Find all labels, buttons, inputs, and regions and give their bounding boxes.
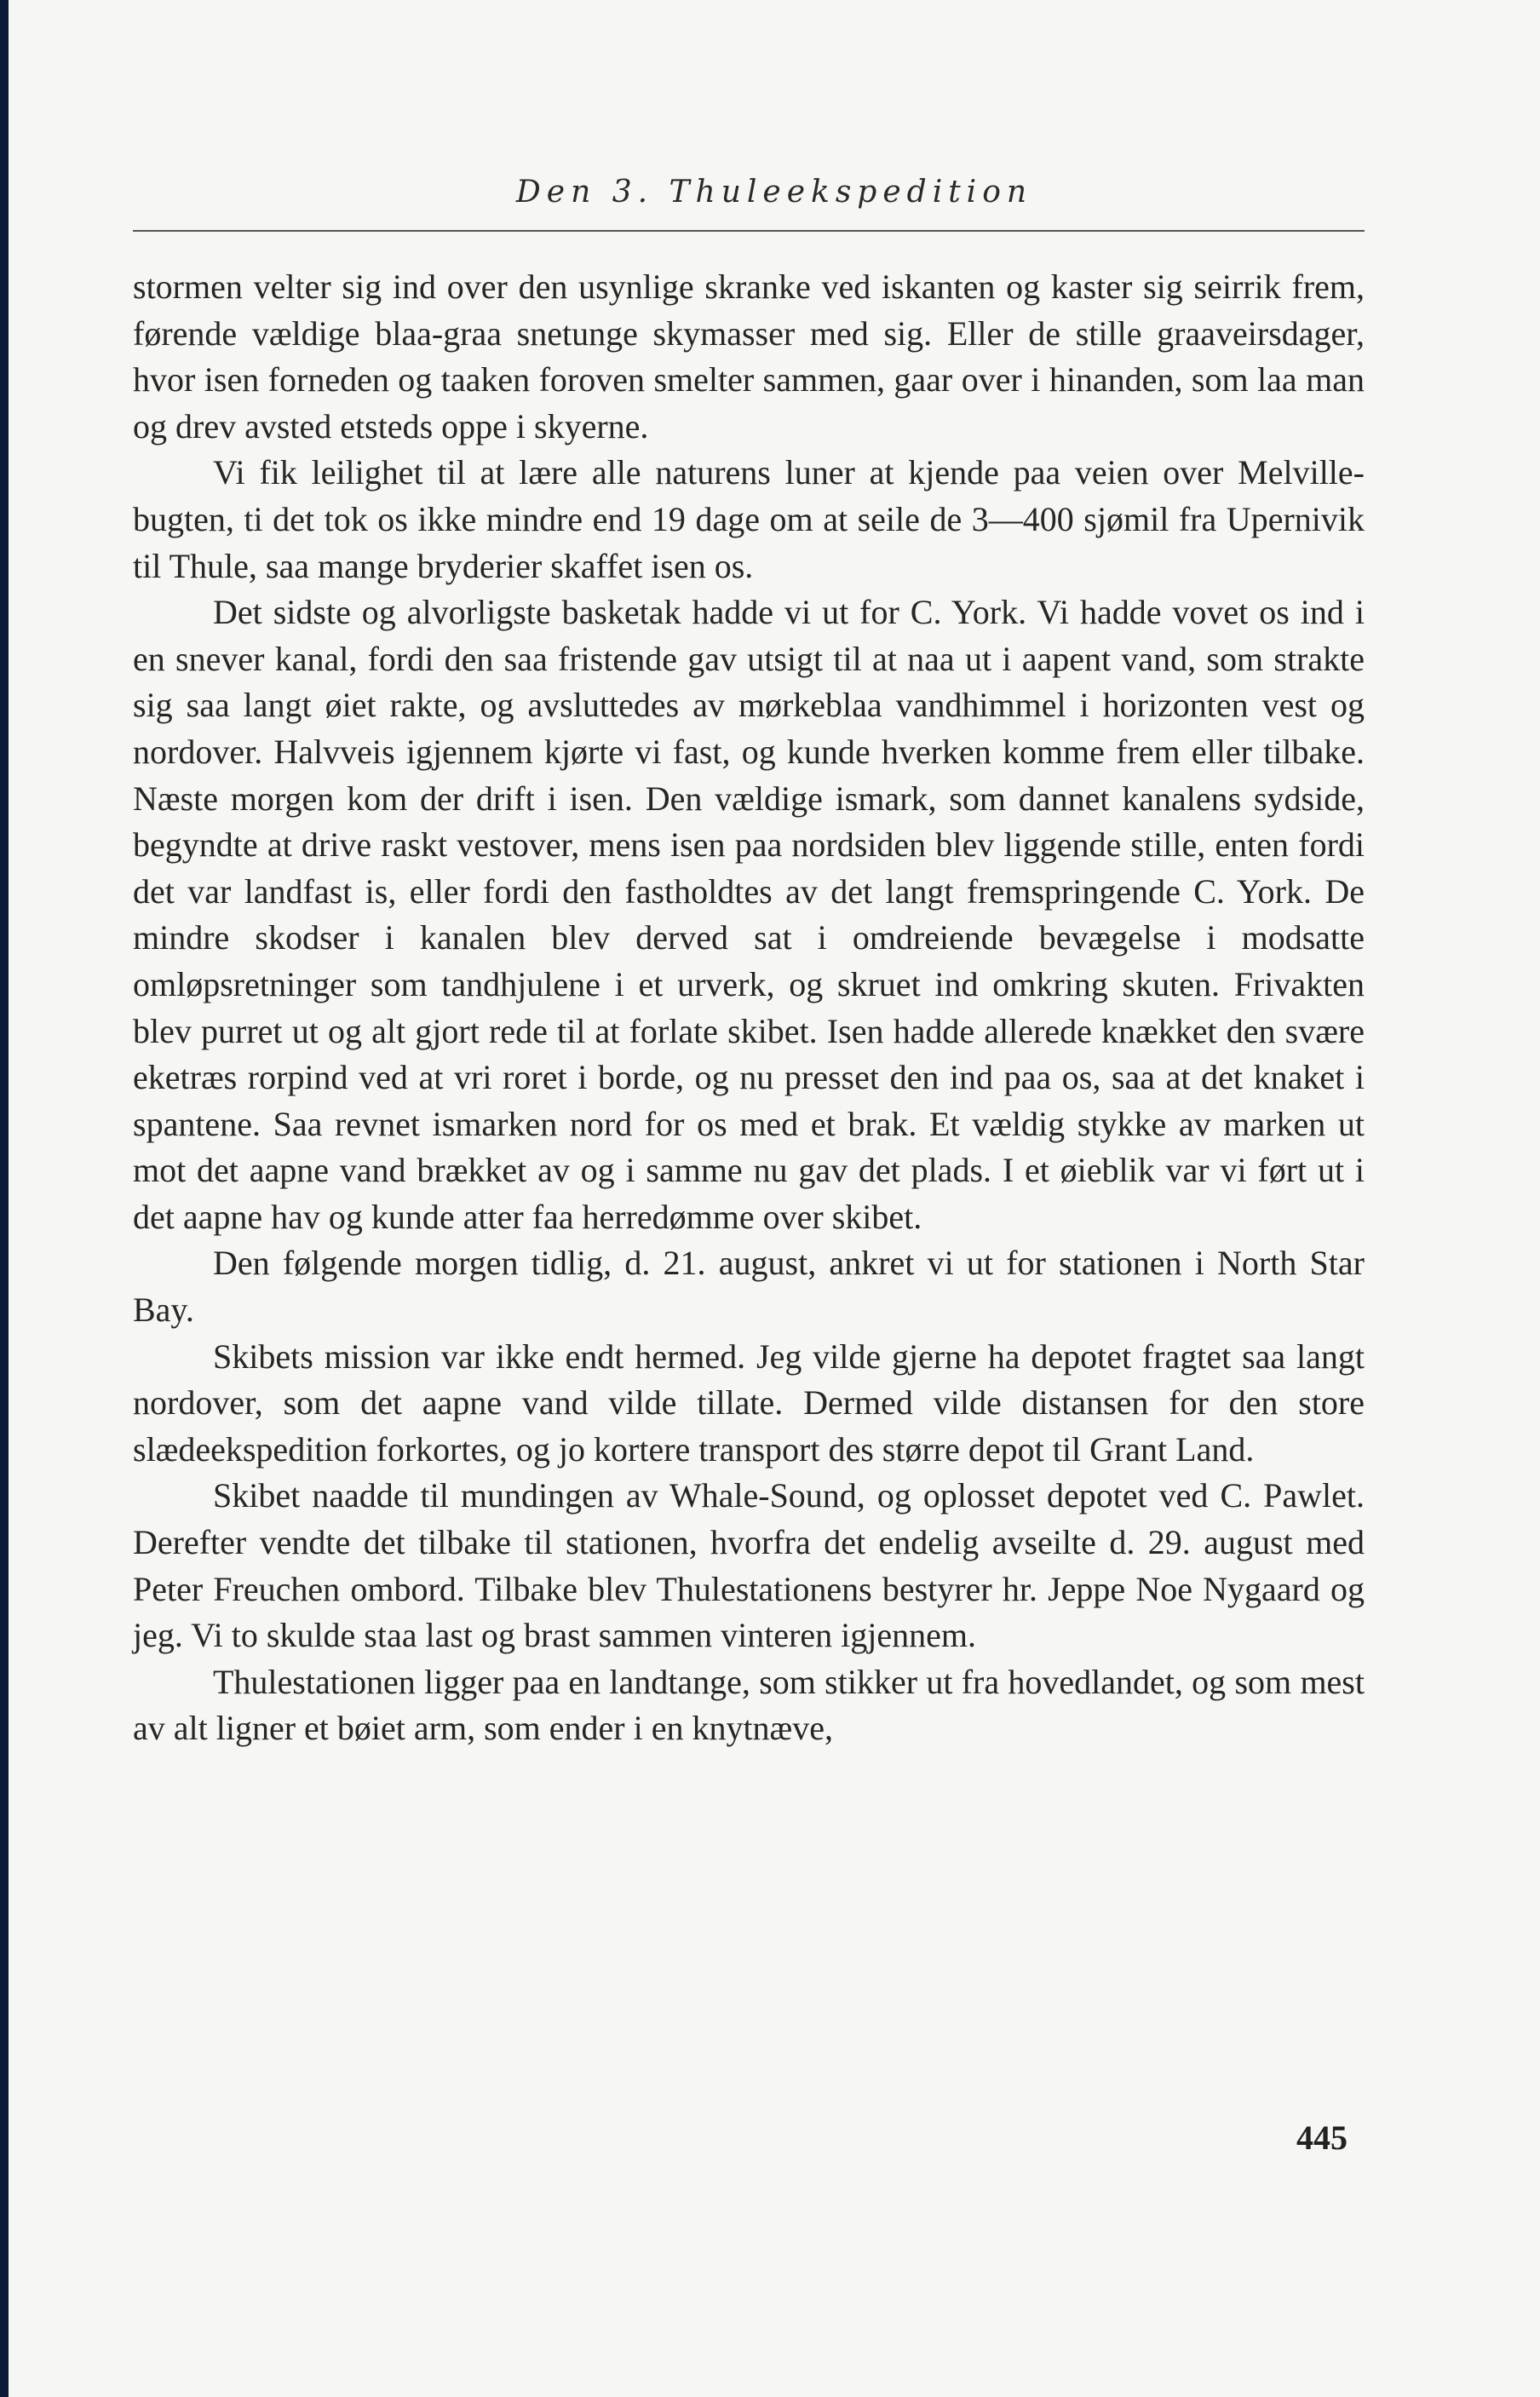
page-number: 445 — [1296, 2118, 1348, 2157]
paragraph-1: stormen velter sig ind over den usynlige skranke ved iskanten og kaster sig seirrik frem, førende vældige blaa-graa snetunge skymasser med sig. Eller de stille graaveirsdager, hvor isen forneden og taaken foroven smelter sammen, gaar over i hinanden, som laa man og drev avsted etsteds oppe i skyerne. — [133, 267, 1365, 445]
paragraph-2: Vi fik leilighet til at lære alle naturens luner at kjende paa veien over Melville-bugten, ti det tok os ikke mindre end 19 dage om at seile de 3—400 sjømil fra Upernivik til Thule, saa mange bryderier skaffet isen os. — [133, 453, 1365, 585]
paragraph-3: Det sidste og alvorligste basketak hadde vi ut for C. York. Vi hadde vovet os ind i en snever kanal, fordi den saa fristende gav utsigt til at naa ut i aapent vand, som strakte sig saa langt øiet rakte, og avsluttedes av mørkeblaa vandhimmel i horizonten vest og nordover. Halvveis igjennem kjørte vi fast, og kunde hverken komme frem eller tilbake. Næste morgen kom der drift i isen. Den vældige ismark, som dannet kanalens sydside, begyndte at drive raskt vestover, mens isen paa nordsiden blev liggende stille, enten fordi det var landfast is, eller fordi den fastholdtes av det langt fremspringende C. York. De mindre skodser i kanalen blev derved sat i omdreiende bevægelse i modsatte omløpsretninger som tandhjulene i et urverk, og skruet ind omkring skuten. Frivakten blev purret ut og alt gjort rede til at forlate skibet. Isen hadde allerede knækket den svære eketræs rorpind ved at vri roret i borde, og nu presset den ind paa os, saa at det knaket i spantene. Saa revnet ismarken nord for os med et brak. Et vældig stykke av marken ut mot det aapne vand brækket av og i samme nu gav det plads. I et øieblik var vi ført ut i det aapne hav og kunde atter faa herredømme over skibet. — [133, 593, 1365, 1236]
paragraph-7: Thulestationen ligger paa en landtange, som stikker ut fra hovedlandet, og som mest av alt ligner et bøiet arm, som ender i en knytnæve, — [133, 1662, 1365, 1748]
paragraph-4: Den følgende morgen tidlig, d. 21. august, ankret vi ut for stationen i North Star Bay. — [133, 1244, 1365, 1330]
paragraph-6: Skibet naadde til mundingen av Whale-Sound, og oplosset depotet ved C. Pawlet. Derefter vendte det tilbake til stationen, hvorfra det endelig avseilte d. 29. august med Peter Freuchen ombord. Tilbake blev Thulestationens bestyrer hr. Jeppe Noe Nygaard og jeg. Vi to skulde staa last og brast sammen vinteren igjennem. — [133, 1476, 1365, 1655]
body-text — [133, 264, 1365, 1752]
header-rule — [133, 230, 1365, 232]
book-page — [9, 0, 1540, 2397]
paragraph-5: Skibets mission var ikke endt hermed. Jeg vilde gjerne ha depotet fragtet saa langt nordover, som det aapne vand vilde tillate. Dermed vilde distansen for den store slædeekspedition forkortes, og jo kortere transport des større depot til Grant Land. — [133, 1336, 1365, 1469]
running-header: Den 3. Thuleekspedition — [515, 175, 1033, 210]
